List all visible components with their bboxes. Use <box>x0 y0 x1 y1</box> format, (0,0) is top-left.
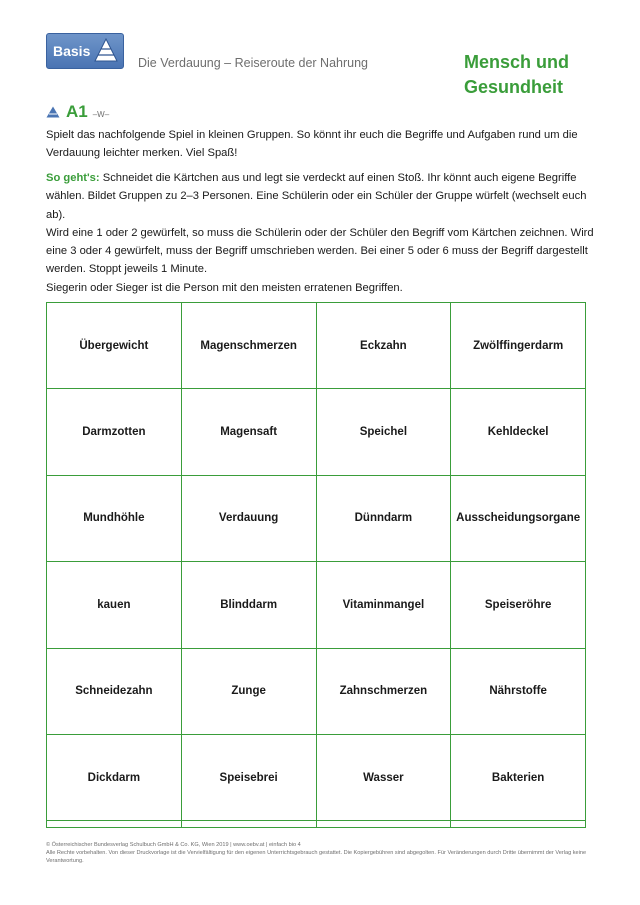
blank-card <box>316 821 451 828</box>
footer-copyright: © Österreichischer Bundesverlag Schulbuch GmbH & Co. KG, Wien 2019 | www.oebv.at | einfach bio 4 <box>46 842 301 848</box>
term-card: Mundhöhle <box>47 475 182 561</box>
term-card: Verdauung <box>181 475 316 561</box>
task-heading <box>46 102 109 122</box>
term-card: Schneidezahn <box>47 648 182 734</box>
term-card: Nährstoffe <box>451 648 586 734</box>
card-row <box>47 389 586 475</box>
term-card: Ausscheidungsorgane <box>451 475 586 561</box>
blank-card <box>451 821 586 828</box>
task-intro: Spielt das nachfolgende Spiel in kleinen Gruppen. So könnt ihr euch die Begriffe und Aufgaben rund um die Verdauung leichter merken. Viel Spaß! <box>46 129 578 160</box>
howto-text: Schneidet die Kärtchen aus und legt sie verdeckt auf einen Stoß. Ihr könnt auch eigene Begriffe wählen. Bildet Gruppen zu 2–3 Personen. Eine Schülerin oder ein Schüler der Gruppe würfelt (wechselt euch ab). <box>46 172 587 221</box>
level-triangle-icon <box>46 106 60 118</box>
term-card: Speisebrei <box>181 734 316 820</box>
term-card: Zwölffingerdarm <box>451 303 586 389</box>
term-card: Magensaft <box>181 389 316 475</box>
page-header <box>0 0 640 110</box>
footer-rights: Alle Rechte vorbehalten. Von dieser Druckvorlage ist die Vervielfältigung für den eigenen Unterrichtsgebrauch gestattet. Die Kopiergebühren sind abgegolten. Für Veränderungen durch Dritte übernimmt der Verlag keine Verantwortung. <box>46 850 587 864</box>
basis-logo <box>46 33 124 69</box>
card-row <box>47 475 586 561</box>
term-card: Blinddarm <box>181 562 316 648</box>
term-card: Zunge <box>181 648 316 734</box>
term-card: Dickdarm <box>47 734 182 820</box>
term-card: Dünndarm <box>316 475 451 561</box>
subject-line-2: Gesundheit <box>464 77 564 97</box>
howto-label: So geht's: <box>46 172 100 184</box>
card-row <box>47 734 586 820</box>
term-card: Eckzahn <box>316 303 451 389</box>
term-card: Zahnschmerzen <box>316 648 451 734</box>
dice-rules: Wird eine 1 oder 2 gewürfelt, so muss die Schülerin oder der Schüler den Begriff vom Kärtchen zeichnen. Wird eine 3 oder 4 gewürfelt, muss der Begriff umschrieben werden. Bei einer 5 oder 6 muss der Begriff dargestellt werden. Stoppt jeweils 1 Minute. <box>46 226 594 276</box>
term-card: Wasser <box>316 734 451 820</box>
winner-rule: Siegerin oder Sieger ist die Person mit den meisten erratenen Begriffen. <box>46 281 403 294</box>
howto-paragraph <box>46 169 594 224</box>
term-card: Speichel <box>316 389 451 475</box>
subject-heading <box>464 50 614 100</box>
term-card: Darmzotten <box>47 389 182 475</box>
term-card: Kehldeckel <box>451 389 586 475</box>
document-title: Die Verdauung – Reiseroute der Nahrung <box>138 56 369 70</box>
task-id: A1 <box>66 102 88 121</box>
term-card: Vitaminmangel <box>316 562 451 648</box>
card-grid <box>46 302 586 828</box>
page-footer <box>46 841 594 865</box>
term-card: Magenschmerzen <box>181 303 316 389</box>
card-row <box>47 648 586 734</box>
task-tag: –W– <box>92 110 110 119</box>
card-row <box>47 562 586 648</box>
logo-label: Basis <box>53 43 91 59</box>
term-card: Speiseröhre <box>451 562 586 648</box>
blank-card <box>181 821 316 828</box>
term-card: kauen <box>47 562 182 648</box>
term-card: Bakterien <box>451 734 586 820</box>
pyramid-icon <box>93 37 119 63</box>
card-row <box>47 303 586 389</box>
subject-line-1: Mensch und <box>464 52 570 72</box>
card-row <box>47 821 586 828</box>
term-card: Übergewicht <box>47 303 182 389</box>
task-instructions <box>46 169 594 297</box>
blank-card <box>47 821 182 828</box>
